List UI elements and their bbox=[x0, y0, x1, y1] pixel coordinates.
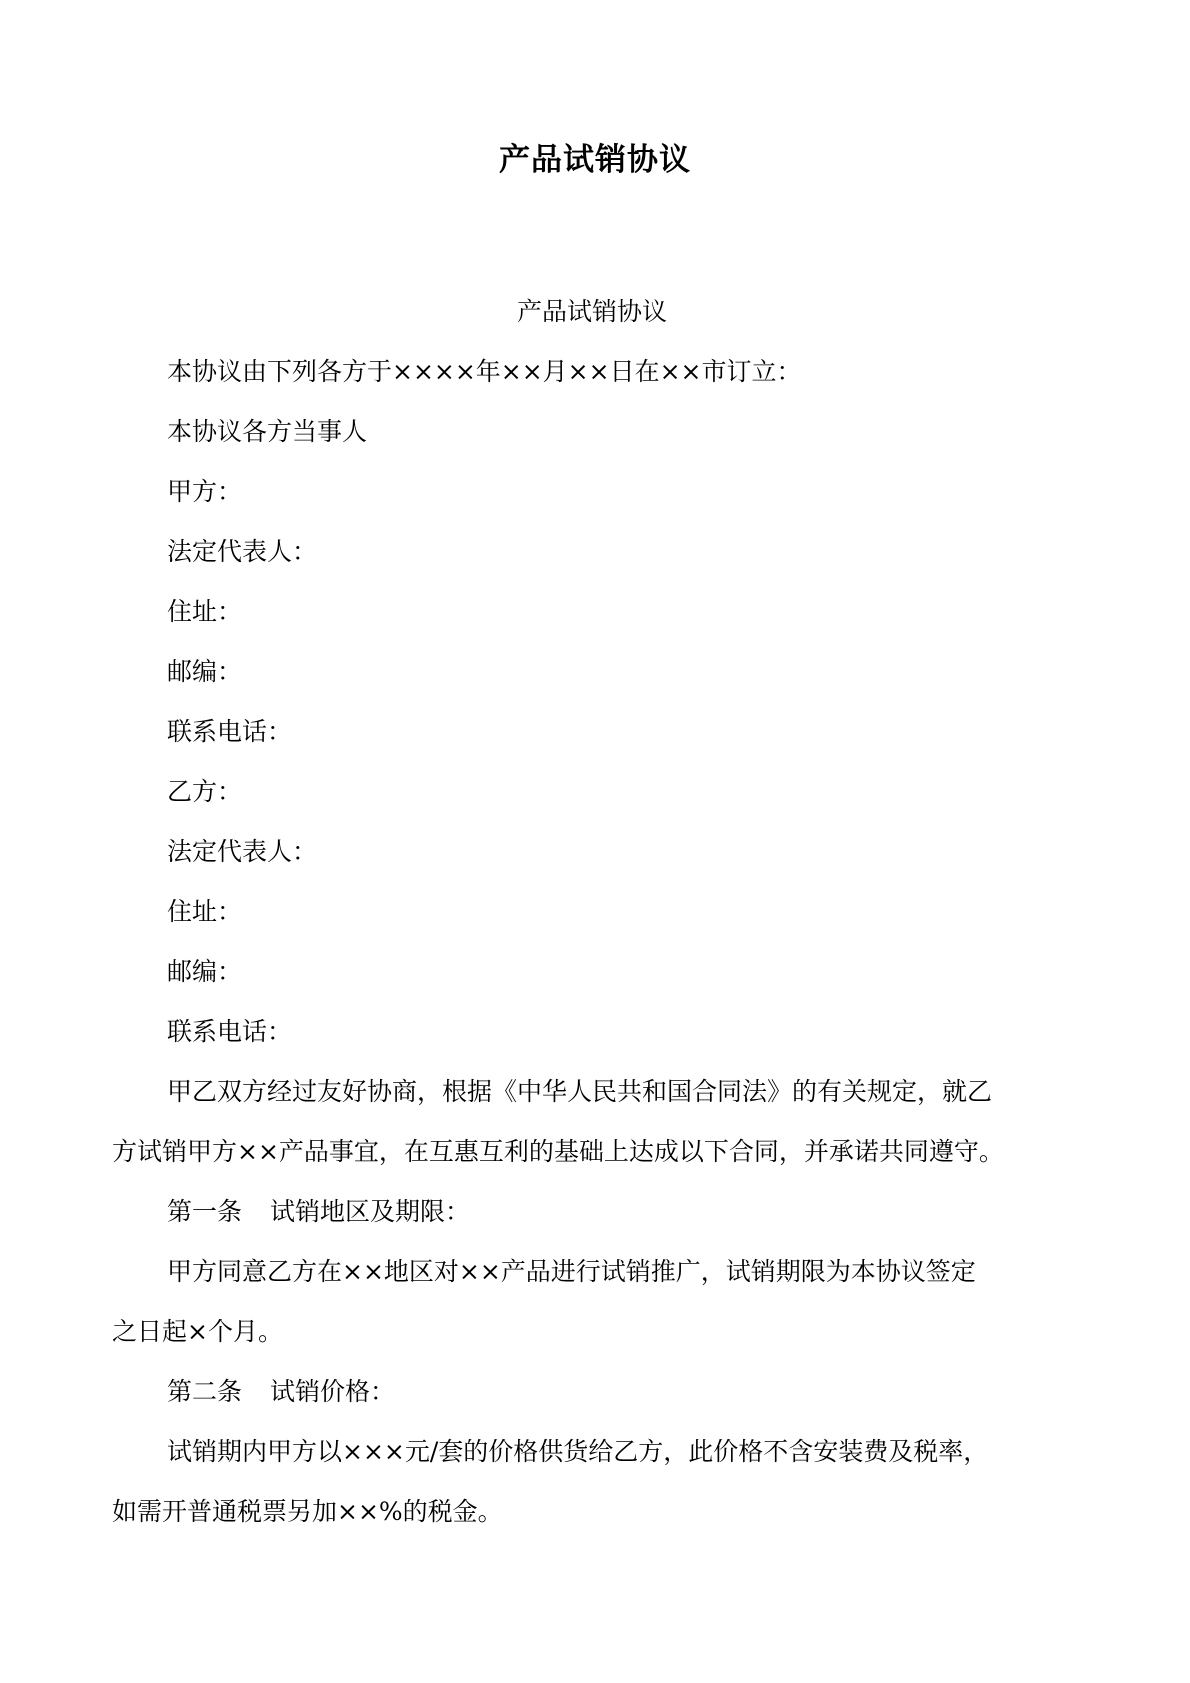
party-a-phone: 联系电话： bbox=[167, 717, 293, 746]
article-2-heading: 试销价格： bbox=[270, 1377, 396, 1406]
article-1-heading-line bbox=[112, 1182, 1072, 1242]
preamble-line-1: 甲乙双方经过友好协商，根据《中华人民共和国合同法》的有关规定，就乙 bbox=[167, 1077, 993, 1106]
article-1-heading: 试销地区及期限： bbox=[270, 1197, 471, 1226]
party-a-postcode: 邮编： bbox=[167, 657, 243, 686]
article-2-heading-line bbox=[112, 1362, 1072, 1422]
article-2-text-line-1: 试销期内甲方以×××元/套的价格供货给乙方，此价格不含安装费及税率， bbox=[167, 1437, 989, 1466]
article-1-text-line-1: 甲方同意乙方在××地区对××产品进行试销推广，试销期限为本协议签定 bbox=[167, 1257, 976, 1286]
article-1-text-line-2: 之日起×个月。 bbox=[112, 1317, 283, 1346]
document-subtitle: 产品试销协议 bbox=[516, 297, 667, 326]
party-a-address: 住址： bbox=[167, 597, 243, 626]
article-2-text-line-2: 如需开普通税票另加××%的税金。 bbox=[112, 1497, 503, 1526]
party-b-representative: 法定代表人： bbox=[167, 837, 318, 866]
party-b-phone: 联系电话： bbox=[167, 1017, 293, 1046]
parties-heading: 本协议各方当事人 bbox=[167, 417, 368, 446]
intro-line: 本协议由下列各方于××××年××月××日在××市订立： bbox=[167, 357, 802, 386]
party-b-address: 住址： bbox=[167, 897, 243, 926]
party-b-postcode: 邮编： bbox=[167, 957, 243, 986]
document-body bbox=[112, 282, 1072, 1542]
party-a-representative: 法定代表人： bbox=[167, 537, 318, 566]
preamble-line-2: 方试销甲方××产品事宜，在互惠互利的基础上达成以下合同，并承诺共同遵守。 bbox=[112, 1137, 1004, 1166]
article-1-number: 第一条 bbox=[167, 1197, 243, 1226]
party-b-label: 乙方： bbox=[167, 777, 243, 806]
party-a-label: 甲方： bbox=[167, 477, 243, 506]
document-title: 产品试销协议 bbox=[499, 142, 691, 178]
article-2-number: 第二条 bbox=[167, 1377, 243, 1406]
